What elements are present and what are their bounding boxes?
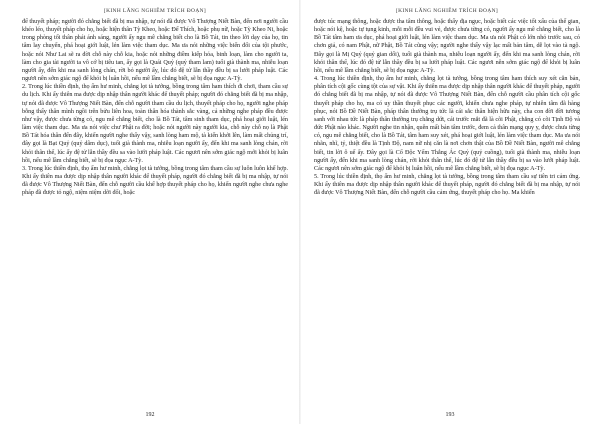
paragraph: để thuyết pháp; người đó chẳng biết đã bị ma nhập, tự nói đã được Vô Thượng Niết Bàn, đến nơi người cầu khéo léo, thuyết pháp cho họ, hoặc hiện thân Tỳ Kheo, hoặc Đế Thích, hoặc phụ nữ, hoặc Tỳ Kheo Ni, hoặc trong phòng tối thân phát ánh sáng, người ấy ngu mê chẳng biết cho là Bồ Tát, tin theo lời dạy của họ, tin tâm lay chuyển, phá hoại giới luật, lén làm việc tham dục. Ma ưa nói những việc biến đổi của tội phước, hoặc nói Như Lai sẽ ra đời chỗ này chỗ kia, hoặc nói những điềm kiếp hỏa, binh loạn, làm cho người ta, làm cho gia tài người ta vô cớ bị tiêu tan, ấy gọi là Quái Quỷ (quỷ tham lam) tuổi già thành ma, nhiễu loạn người ấy, đến khi ma sanh lòng chán, rời bỏ người ấy, lúc đó đệ tử lẫn thầy đều bị sa lưới pháp luật. Các ngươi nên sớm giác ngộ để khỏi bị luân hồi, nếu mê lầm chẳng biết, sẽ bị đọa ngục A-Tỳ. (22, 19, 288, 83)
paragraph: 4. Trong lúc thiền định, thọ ấm hư minh, chẳng lọt tà tưởng, bồng trong tâm ham thích suy xét căn bản, phân tích cội gốc cùng tột của sự vật. Khi ấy thiên ma được dịp nhập thân người khác để thuyết pháp, người đó chẳng biết đã bị ma nhập, tự nói đã được Vô Thượng Niết Bàn, đến chỗ người cầu phân tích cội gốc thuyết pháp cho họ, ma có uy thần thuyết phục các người, khiến chưa nghe pháp, tự nhiên tâm đã hàng phục, nói Bồ Đề Niết Bàn, pháp thân thường trụ tức là cái sắc thân hiện hữu này, cha con đời đời tương sanh với nhau tức là pháp thân thường trụ chẳng dứt, cái trước mắt đã là cõi Phật, chẳng có cõi Tịnh Độ và đức Phật nào khác. Người nghe tin nhận, quên mất bản tâm trước, đem cả thân mạng quy y, được chưa từng có, ngu mê chẳng biết, cho là Bồ Tát, tâm ham suy xét, phá hoại giới luật, lén làm việc tham dục. Ma ưa nói nhãn, nhĩ, tỷ, thiệt đều là Tịnh Độ, nam nữ nhị căn là nơi chơn thật của Bồ Đề Niết Bàn, người mê chẳng biết, tin lời ô uế ấy. Đây gọi là Cổ Độc Yểm Thắng Ác Quỷ (quỷ cuồng), tuổi già thành ma, nhiễu loạn người ấy, đến khi ma sanh lòng chán, rời khỏi thân thể, lúc đó đệ tử lẫn thầy đều bị sa vào lưới pháp luật. Các ngươi nên sớm giác ngộ để khỏi bị luân hồi, nếu mê lầm chẳng biết, sẽ bị đọa ngục A-Tỳ. (314, 76, 580, 172)
page-number-left: 192 (145, 412, 155, 418)
left-page-body (22, 18, 288, 414)
paragraph: được túc mạng thông, hoặc được tha tâm thông, hoặc thấy địa ngục, hoặc biết các việc tốt xấu của thế gian, hoặc nói kệ, hoặc tự tụng kinh, mỗi mỗi đều vui vẻ, được chưa từng có, người ấy ngu mê chẳng biết, cho là Bồ Tát tâm ham ưa dục, phá hoại giới luật, lén làm việc tham dục. Ma ưa nói Phật có lớn nhỏ trước sau, có chơn giả, có nam Phật, nữ Phật, Bồ Tát cũng vậy; người nghe thấy vậy lạc mất bản tâm, dễ lọt vào tà ngộ. Đây gọi là Mị Quỷ (quỷ gian dối), tuổi già thành ma, nhiễu loạn người ấy, đến khi ma sanh lòng chán, rời khỏi thân thể, lúc đó đệ tử lẫn thầy đều bị sa lưới pháp luật. Các ngươi nên sớm giác ngộ để khỏi bị luân hồi, nếu mê lầm chẳng biết, sẽ bị đọa ngục A-Tỳ. (314, 19, 580, 74)
running-header-right: [KINH LĂNG NGHIÊM TRÍCH ĐOẠN] (395, 8, 499, 14)
paragraph: 5. Trong lúc thiền định, thọ ấm hư minh, chẳng lọt tà tưởng, bồng trong tâm tham cầu sự tiên tri cảm ứng. Khi ấy thiên ma được dịp nhập thân người khác để thuyết pháp, người đó chẳng biết đã bị ma nhập, tự nói đã được Vô Thượng Niết Bàn, đến chỗ người cầu cảm ứng, thuyết pháp cho họ. Ma khiến (314, 173, 580, 197)
page-number-right: 193 (445, 412, 455, 418)
right-page-body (314, 18, 580, 414)
paragraph: 3. Trong lúc thiền định, thọ ấm hư minh, chẳng lọt tà tưởng, bồng trong tâm tham cầu sự luôn luôn khế hợp. Khi ấy thiên ma được dịp nhập thân người khác để thuyết pháp, người đó chẳng biết đã bị ma nhập, tự nói đã được Vô Thượng Niết Bàn, đến chỗ người cầu khế hợp thuyết pháp cho họ, khiến người nghe chưa nghe pháp đã được tỏ ngộ, niệm niệm dời đổi, hoặc (22, 165, 288, 197)
running-header-left: [KINH LĂNG NGHIÊM TRÍCH ĐOẠN] (103, 8, 207, 14)
right-page (300, 0, 600, 424)
paragraph: 2. Trong lúc thiền định, thọ ấm hư minh, chẳng lọt tà tưởng, bồng trong tâm ham thích đi chơi, tham cầu sự du lịch. Khi ấy thiên ma được dịp nhập thân người khác để thuyết pháp; người đó chẳng biết đã bị ma nhập, tự nói đã được Vô Thượng Niết Bàn, đến chỗ người tham cầu du lịch, thuyết pháp cho họ, người nghe pháp bỗng thấy thân mình ngồi trên bửu liên hoa, toàn thân hóa thành sắc vàng, cả những nghe pháp đều được như vậy, được chưa từng có, ngu mê chẳng biết, cho là Bồ Tát, tâm sinh tham dục, phá hoại giới luật, lén làm việc tham dục. Ma ưa nói việc chư Phật ra đời; hoặc nói người này người kia, chỗ này chỗ nọ là Phật Bồ Tát hóa thân đến đây, khiến người nghe thấy vậy, sanh lòng ham mộ, tà kiến khởi lên, làm mất chủng trí, đây gọi là Bạt Quỷ (quỷ dâm dục), tuổi già thành ma, nhiễu loạn người ấy, đến khi ma sanh lòng chán, rời khỏi thân thể, lúc ấy đệ tử lẫn thầy đều sa vào lưới pháp luật. Các ngươi nên sớm giác ngộ mới khỏi bị luân hồi, nếu mê lầm chẳng biết, sẽ bị đọa ngục A-Tỳ. (22, 84, 288, 164)
